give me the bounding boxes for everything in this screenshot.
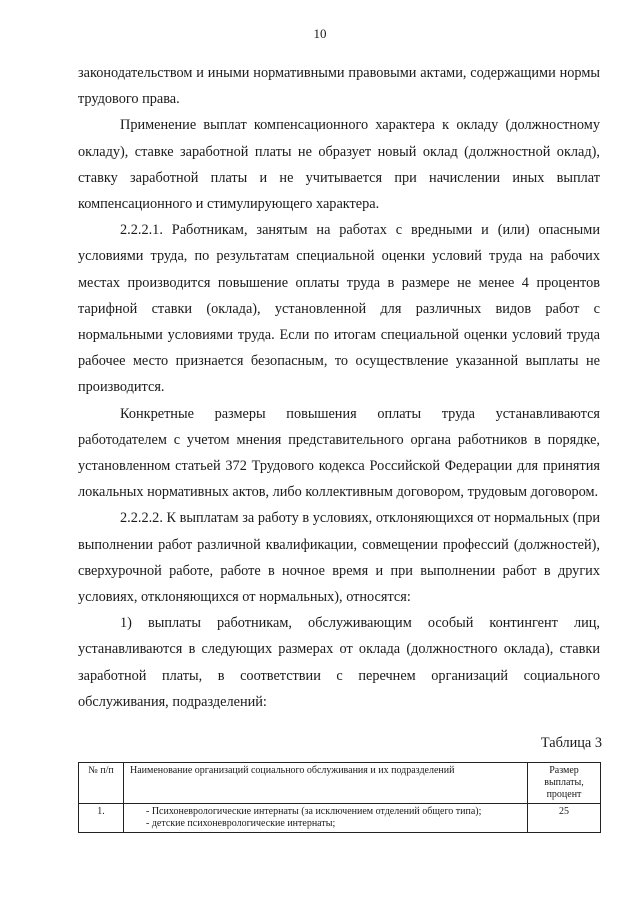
table-caption: Таблица 3 <box>540 735 602 751</box>
page-number: 10 <box>313 26 327 41</box>
header-organization-name: Наименование организаций социального обслуживания и их подразделений <box>124 763 528 804</box>
header-number: № п/п <box>79 763 124 804</box>
paragraph-compensation-application: Применение выплат компенсационного характера к окладу (должностному окладу), ставке заработной платы не образует новый оклад (должностной оклад), ставку заработной платы и не учитывается при начислении иных выплат компенсационного и стимулирующего характера. <box>78 117 600 213</box>
payment-table <box>78 762 601 833</box>
cell-payment-size: 25 <box>528 804 601 833</box>
cell-organization-line: - Психоневрологические интернаты (за исключением отделений общего типа); <box>146 806 482 817</box>
cell-number: 1. <box>79 804 124 833</box>
table-row <box>79 804 601 833</box>
cell-organization-line: - детские психоневрологические интернаты; <box>146 818 336 829</box>
paragraph-2-2-2-2: 2.2.2.2. К выплатам за работу в условиях, отклоняющихся от нормальных (при выполнении работ различной квалификации, совмещении профессий (должностей), сверхурочной работе, работе в ночное время и при выполнении работ в других условиях, отклоняющихся от нормальных), относятся: <box>78 510 600 606</box>
body-text <box>78 60 600 715</box>
header-payment-size: Размер выплаты, процент <box>528 763 601 804</box>
paragraph-item-1: 1) выплаты работникам, обслуживающим особый контингент лиц, устанавливаются в следующих размерах от оклада (должностного оклада), ставки заработной платы, в соответствии с перечнем организаций социального обслуживания, подразделений: <box>78 615 600 710</box>
paragraph-specific-sizes: Конкретные размеры повышения оплаты труда устанавливаются работодателем с учетом мнения представительного органа работников в порядке, установленном статьей 372 Трудового кодекса Российской Федерации для принятия локальных нормативных актов, либо коллективным договором, трудовым договором. <box>78 405 600 501</box>
table-header-row <box>79 763 601 804</box>
table-container <box>78 762 601 833</box>
paragraph-2-2-2-1: 2.2.2.1. Работникам, занятым на работах с вредными и (или) опасными условиями труда, по результатам специальной оценки условий труда на рабочих местах производится повышение оплаты труда в размере не менее 4 процентов тарифной ставки (оклада), установленной для различных видов работ с нормальными условиями труда. Если по итогам специальной оценки условий труда рабочее место признается безопасным, то осуществление указанной выплаты не производится. <box>78 222 600 396</box>
paragraph-continuation: законодательством и иными нормативными правовыми актами, содержащими нормы трудового права. <box>78 65 600 108</box>
cell-organization-name <box>124 804 528 833</box>
